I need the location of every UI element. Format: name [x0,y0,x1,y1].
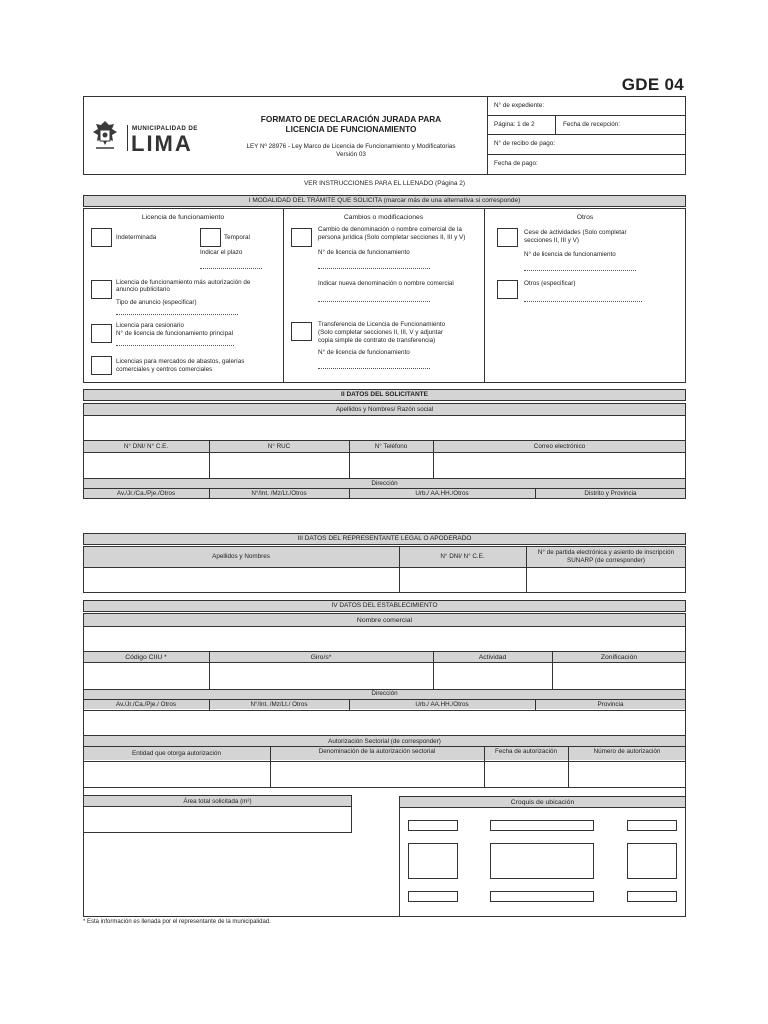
indicar-plazo-label: Indicar el plazo [200,249,243,256]
col1-title: Licencia de funcionamiento [141,214,225,221]
nint-header: N°/Int. /Mz/Lt./Otros [251,490,307,497]
municipal-crest-icon [90,118,120,154]
logo-big-text: LIMA [131,131,193,156]
section2-title: II DATOS DEL SOLICITANTE [83,389,686,401]
indeterminada-checkbox[interactable] [91,228,112,247]
apellidos-input[interactable] [84,416,685,440]
cambio-denominacion-checkbox[interactable] [291,228,312,247]
est-direccion-header: Dirección [371,690,398,697]
section3-title: III DATOS DEL REPRESENTANTE LEGAL O APODERADO [83,533,686,545]
otros-label: Otros (especificar) [524,280,576,287]
cesionario-licencia-label: N° de licencia de funcionamiento principal [116,330,233,337]
recibo-label: N° de recibo de pago: [494,140,555,147]
section4-title: IV DATOS DEL ESTABLECIMIENTO [83,600,686,612]
autorizacion-header: Autorización Sectorial (de corresponder) [328,738,441,745]
temporal-label: Temporal [224,234,250,241]
croquis-block [408,820,458,831]
temporal-checkbox[interactable] [200,228,221,247]
giro-header: Giro/s* [310,654,332,661]
cese-licencia-field[interactable] [524,270,636,271]
area-input[interactable] [83,806,352,833]
av-header: Av./Jr./Ca./Pje./Otros [116,490,176,497]
ciiu-header: Código CIIU * [125,654,167,661]
form-code: GDE 04 [621,75,684,94]
zonificacion-header: Zonificación [600,654,638,661]
croquis-block [627,843,677,879]
anuncio-label-1: Licencia de funcionamiento más autorización de [116,279,251,286]
form-title-1: FORMATO DE DECLARACIÓN JURADA PARA [260,114,442,124]
rep-apellidos-header: Apellidos y Nombres [212,553,270,560]
mercados-label-1: Licencias para mercados de abastos, galerías [116,358,245,365]
cambio-licencia-label: N° de licencia de funcionamiento [318,249,410,256]
dni-header: N° DNI/ N° C.E. [123,443,169,450]
telefono-header: N° Teléfono [374,443,408,450]
mercados-label-2: comerciales y centros comerciales [116,366,213,373]
rep-dni-header: N° DNI/ N° C.E. [440,553,485,560]
otros-checkbox[interactable] [497,280,518,299]
indeterminada-label: Indeterminada [116,234,157,241]
instructions-text: VER INSTRUCCIONES PARA EL LLENADO (Página 2) [303,180,466,187]
fecha-aut-header: Fecha de autorización [495,748,557,755]
mercados-checkbox[interactable] [91,356,112,375]
entidad-header: Entidad que otorga autorización [132,750,221,757]
expediente-label: N° de expediente: [494,102,545,109]
col2-title: Cambios o modificaciones [343,214,424,221]
croquis-block [490,891,594,902]
area-header: Área total solicitada (m²) [183,798,252,805]
ruc-header: N° RUC [267,443,291,450]
rep-partida-header-1: N° de partida electrónica y asiento de inscripción [537,549,675,556]
croquis-block [490,820,594,831]
transfer-label-3: copia simple de contrato de transferencia) [318,337,436,344]
urb-header: Urb./ AA.HH./Otros [415,490,469,497]
anuncio-label-2: anuncio publicitario [116,286,170,293]
transfer-licencia-label: N° de licencia de funcionamiento [318,349,410,356]
croquis-block [408,891,458,902]
plazo-field[interactable] [200,268,262,269]
cesionario-licencia-field[interactable] [116,345,234,346]
correo-header: Correo electrónico [533,443,586,450]
numero-aut-header: Número de autorización [593,748,661,755]
law-text: LEY Nº 28976 - Ley Marco de Licencia de Funcionamiento y Modificatorias [246,143,456,150]
otros-field[interactable] [524,301,642,302]
croquis-block [490,843,594,879]
nueva-denominacion-field[interactable] [318,301,430,302]
tipo-anuncio-field[interactable] [116,314,238,315]
est-nint-header: N°/Int. /Mz/Lt./ Otros [250,701,308,708]
footnote: * Esta información es llenada por el representante de la municipalidad. [83,919,271,925]
direccion-header: Dirección [371,480,398,487]
pagina-label: Página: 1 de 2 [494,121,535,128]
anuncio-checkbox[interactable] [91,280,112,299]
cese-licencia-label: N° de licencia de funcionamiento [524,251,616,258]
rep-partida-header-2: SUNARP (de corresponder) [567,557,645,564]
form-title-2: LICENCIA DE FUNCIONAMIENTO [285,124,417,134]
actividad-header: Actividad [478,654,507,661]
distrito-header: Distrito y Provincia [584,490,637,497]
est-provincia-header: Provincia [597,701,624,708]
cese-checkbox[interactable] [497,228,518,247]
cese-label-1: Cese de actividades (Solo completar [524,229,627,236]
nombre-comercial-header: Nombre comercial [356,617,413,624]
version-text: Versión 03 [336,151,366,158]
section1-title: I MODALIDAD DEL TRÁMITE QUE SOLICITA (marcar más de una alternativa si corresponde) [83,195,686,207]
croquis-block [627,820,677,831]
denominacion-header: Denominación de la autorización sectorial [318,748,436,755]
est-av-header: Av./Jr./Ca./Pje./ Otros [116,701,176,708]
apellidos-header: Apellidos y Nombres/ Razón social [335,406,434,413]
fecha-recepcion-label: Fecha de recepción: [563,121,621,128]
est-urb-header: Urb./ AA.HH./Otros [415,701,469,708]
cese-label-2: secciones II, III y V) [524,237,579,244]
transfer-label-1: Transferencia de Licencia de Funcionamiento [318,321,446,328]
croquis-header: Croquis de ubicación [510,799,575,806]
transferencia-checkbox[interactable] [291,322,312,341]
cambio-licencia-field[interactable] [318,268,430,269]
fecha-pago-label: Fecha de pago: [494,160,538,167]
cambio-label-2: persona jurídica (Solo completar secciones II, III y V) [318,234,466,241]
croquis-block [627,891,677,902]
transfer-licencia-field[interactable] [318,368,430,369]
nueva-denominacion-label: Indicar nueva denominación o nombre comercial [318,280,454,287]
cesionario-checkbox[interactable] [91,324,112,343]
logo-small-text: MUNICIPALIDAD DE [132,125,198,132]
tipo-anuncio-label: Tipo de anuncio (especificar) [116,299,197,306]
col3-title: Otros [576,214,594,221]
transfer-label-2: (Solo completar secciones II, III, V y adjuntar [318,329,443,336]
cesionario-label: Licencia para cesionario [116,322,184,329]
croquis-block [408,843,458,879]
cambio-label-1: Cambio de denominación o nombre comercial de la [318,226,462,233]
